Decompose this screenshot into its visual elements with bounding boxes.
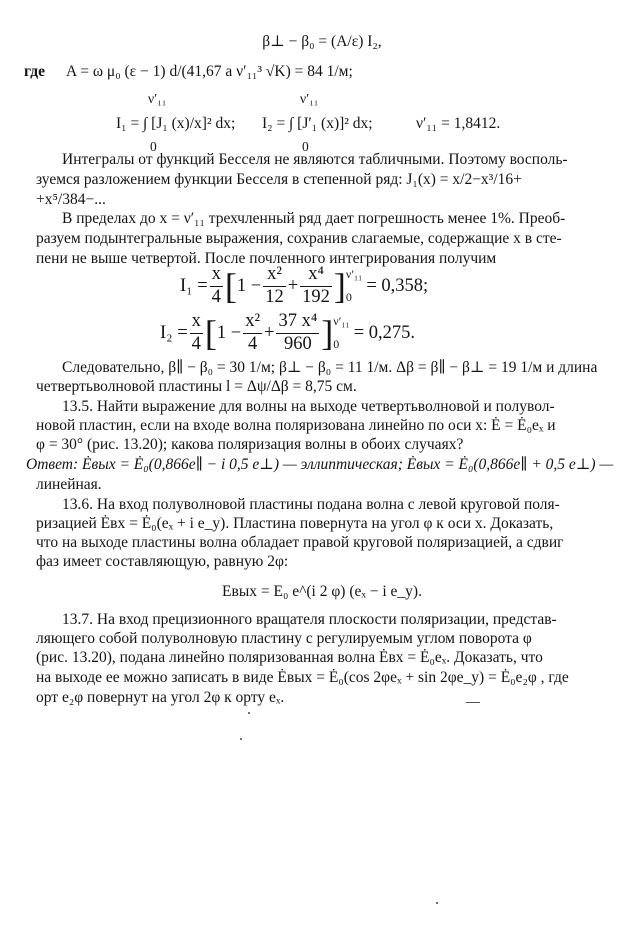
integral2-lower-limit: 0 bbox=[302, 139, 309, 154]
eqI1-term1: 1 − bbox=[236, 275, 262, 296]
eqI1-limits: ν′₁₁ 0 bbox=[345, 267, 363, 304]
problem-13-6-line1: 13.6. На вход полуволновой пластины подана волна с левой круговой поля- bbox=[62, 496, 560, 513]
eqI1-frac2: $\frac{\text{x²}}{12}$ bbox=[265, 264, 284, 307]
para2-line3: пени не выше четвертой. После почленного интегрирования получим bbox=[36, 250, 497, 267]
equation-nu: ν′₁₁ = 1,8412. bbox=[416, 115, 501, 132]
integral2-upper-limit: ν′₁₁ bbox=[300, 91, 319, 106]
eqI1-result: = 0,358; bbox=[366, 275, 429, 296]
scan-artifact-dot bbox=[240, 738, 242, 740]
problem-13-7-line1: 13.7. На вход прецизионного вращателя плоскости поляризации, представ- bbox=[62, 611, 557, 628]
scan-artifact-dot bbox=[248, 712, 250, 714]
eqI2-bracket-close: ] bbox=[321, 313, 334, 353]
integral1-upper-limit: ν′₁₁ bbox=[148, 91, 167, 106]
eqI2-bracket-open: [ bbox=[204, 313, 217, 353]
equation-I1-series bbox=[180, 262, 428, 310]
para3-line1: Следовательно, β∥ − β₀ = 30 1/м; β⊥ − β₀ = 11 1/м. Δβ = β∥ − β⊥ = 19 1/м и длина bbox=[62, 359, 598, 376]
equation-A: A = ω μ₀ (ε − 1) d/(41,67 a ν′₁₁³ √K) = 84 1/м; bbox=[66, 63, 353, 80]
equation-I2-series bbox=[160, 309, 415, 357]
problem-13-6-line3: что на выходе пластины волна обладает правой круговой поляризацией, а сдвиг bbox=[36, 534, 564, 551]
problem-13-7-line4: на выходе ее можно записать в виде Ėвых = Ė₀(cos 2φeₓ + sin 2φe_y) = Ė₀e₂φ , где bbox=[36, 669, 569, 686]
scan-artifact-dash bbox=[466, 702, 480, 703]
eqI1-bracket-close: ] bbox=[333, 266, 346, 306]
problem-13-5-line2: новой пластин, если на входе волна поляризована линейно по оси x: Ė = Ė₀eₓ и bbox=[36, 417, 556, 434]
para1-line1: Интегралы от функций Бесселя не являются табличными. Поэтому восполь- bbox=[62, 151, 568, 168]
problem-13-5-line3: φ = 30° (рис. 13.20); какова поляризация волны в обоих случаях? bbox=[36, 436, 464, 453]
where-label: где bbox=[24, 63, 45, 80]
eqI1-bracket-open: [ bbox=[224, 266, 237, 306]
eqI2-term1: 1 − bbox=[216, 322, 242, 343]
problem-13-5-line1: 13.5. Найти выражение для волны на выходе четвертьволновой и полувол- bbox=[62, 398, 555, 415]
problem-13-7-line3: (рис. 13.20), подана линейно поляризованная волна Ėвх = Ė₀eₓ. Доказать, что bbox=[36, 649, 543, 666]
eqI1-lhs: I₁ = bbox=[180, 275, 208, 296]
scan-artifact-dot bbox=[436, 902, 438, 904]
eqI2-limits: ν′₁₁ 0 bbox=[333, 314, 350, 351]
problem-13-7-line5: орт e₂φ повернут на угол 2φ к орту eₓ. bbox=[36, 689, 285, 706]
para1-line2: зуемся разложением функции Бесселя в степенной ряд: J₁(x) = x/2−x³/16+ bbox=[36, 171, 522, 188]
para3-line2: четвертьволновой пластины l = Δψ/Δβ = 8,75 см. bbox=[36, 378, 357, 395]
answer-line1: Ответ: Ėвых = Ė₀(0,866e∥ − i 0,5 e⊥) — эллиптическая; Ėвых = Ė₀(0,866e∥ + 0,5 e⊥) — bbox=[26, 456, 614, 473]
para1-line3: +x⁵/384−... bbox=[36, 191, 106, 208]
problem-13-7-line2: ляющего собой полуволновую пластину с регулируемым углом поворота φ bbox=[36, 630, 532, 647]
eqI1-frac3: $\frac{\text{x⁴}}{192}$ bbox=[302, 264, 330, 307]
eqI2-frac2: $\frac{\text{x²}}{4}$ bbox=[245, 311, 261, 354]
para2-line1: В пределах до x = ν′₁₁ трехчленный ряд дает погрешность менее 1%. Преоб- bbox=[62, 210, 566, 227]
eqI2-plus: + bbox=[264, 322, 275, 343]
equation-beta-perp: β⊥ − β₀ = (A/ε) I₂, bbox=[262, 33, 382, 50]
problem-13-6-line2: ризацией Ėвх = Ė₀(eₓ + i e_y). Пластина повернута на угол φ к оси x. Доказать, bbox=[36, 515, 554, 532]
eqI2-frac1: $\frac{x}{4}$ bbox=[191, 311, 201, 354]
eqI2-frac3: $\frac{\text{37 x⁴}}{960}$ bbox=[278, 311, 318, 354]
eqI1-frac1: $\frac{x}{4}$ bbox=[211, 264, 221, 307]
problem-13-6-line4: фаз имеет составляющую, равную 2φ: bbox=[36, 553, 289, 570]
answer-line2: линейная. bbox=[36, 476, 102, 493]
eqI2-lhs: I₂ = bbox=[160, 322, 188, 343]
equation-13-6: Eвых = E₀ e^(i 2 φ) (eₓ − i e_y). bbox=[222, 583, 422, 600]
equation-I1-integral: I₁ = ∫ [J₁ (x)/x]² dx; bbox=[116, 115, 236, 132]
eqI2-result: = 0,275. bbox=[353, 322, 416, 343]
equation-I2-integral: I₂ = ∫ [J′₁ (x)]² dx; bbox=[262, 115, 373, 132]
para2-line2: разуем подынтегральные выражения, сохранив слагаемые, содержащие x в сте- bbox=[36, 230, 562, 247]
eqI1-plus: + bbox=[287, 275, 299, 296]
integral1-lower-limit: 0 bbox=[150, 139, 157, 154]
